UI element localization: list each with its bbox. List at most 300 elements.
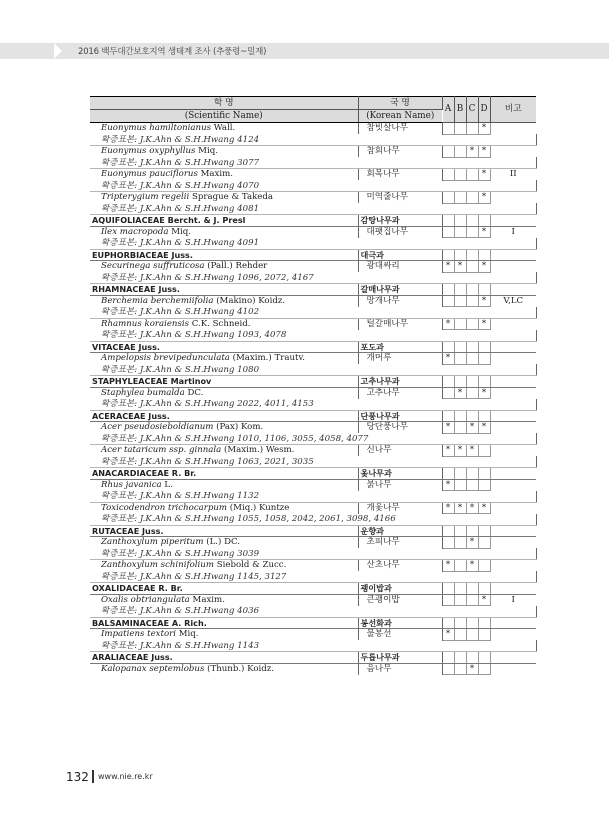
occurrence-mark-b: * xyxy=(454,387,466,399)
voucher-specimen: 확증표본: J.K.Ahn & S.H.Hwang 1010, 1106, 3055, 4058, 4077 xyxy=(90,433,536,445)
species-genus: Securinega suffruticosa xyxy=(101,261,205,272)
occurrence-mark-c: * xyxy=(466,422,478,434)
voucher-specimen: 확증표본: J.K.Ahn & S.H.Hwang 4081 xyxy=(90,203,536,215)
family-note xyxy=(490,468,536,480)
voucher-specimen: 확증표본: J.K.Ahn & S.H.Hwang 1080 xyxy=(90,364,536,376)
species-genus: Zanthoxylum schinifolium xyxy=(101,560,214,571)
occurrence-mark-b xyxy=(454,479,466,491)
family-name: ARALIACEAE Juss. xyxy=(90,652,358,664)
family-col-a xyxy=(442,652,454,664)
species-author: (L.) DC. xyxy=(206,537,241,548)
family-col-d xyxy=(478,525,490,537)
voucher-row xyxy=(90,456,536,468)
species-korean-name: 물봉선 xyxy=(358,629,442,641)
voucher-specimen: 확증표본: J.K.Ahn & S.H.Hwang 4070 xyxy=(90,180,536,192)
occurrence-mark-c xyxy=(466,169,478,181)
occurrence-mark-a xyxy=(442,123,454,135)
species-row xyxy=(90,560,536,572)
family-note xyxy=(490,583,536,595)
occurrence-mark-b xyxy=(454,537,466,549)
species-scientific-name xyxy=(90,537,358,549)
header-scientific-name: 학 명 xyxy=(90,97,358,110)
occurrence-mark-a: * xyxy=(442,445,454,457)
family-korean-name: 두릅나무과 xyxy=(358,652,442,664)
family-korean-name: 감탕나무과 xyxy=(358,215,442,227)
voucher-row xyxy=(90,514,536,526)
voucher-specimen: 확증표본: J.K.Ahn & S.H.Hwang 1145, 3127 xyxy=(90,571,536,583)
species-author: (Maxim.) Trautv. xyxy=(232,353,306,364)
species-scientific-name xyxy=(90,445,358,457)
species-note xyxy=(490,353,536,365)
occurrence-mark-b: * xyxy=(454,445,466,457)
family-name: OXALIDACEAE R. Br. xyxy=(90,583,358,595)
occurrence-mark-b xyxy=(454,295,466,307)
species-row xyxy=(90,226,536,238)
family-col-a xyxy=(442,215,454,227)
occurrence-mark-b xyxy=(454,123,466,135)
species-row xyxy=(90,663,536,675)
family-row xyxy=(90,617,536,629)
voucher-specimen: 확증표본: J.K.Ahn & S.H.Hwang 4124 xyxy=(90,134,536,146)
occurrence-mark-a xyxy=(442,295,454,307)
species-row xyxy=(90,629,536,641)
species-genus: Tripterygium regelii xyxy=(101,192,190,203)
family-col-c xyxy=(466,525,478,537)
occurrence-mark-d: * xyxy=(478,169,490,181)
species-genus: Staphylea bumalda xyxy=(101,387,185,398)
family-name: BALSAMINACEAE A. Rich. xyxy=(90,617,358,629)
species-row xyxy=(90,192,536,204)
family-note xyxy=(490,410,536,422)
family-korean-name: 단풍나무과 xyxy=(358,410,442,422)
occurrence-mark-d: * xyxy=(478,594,490,606)
family-col-c xyxy=(466,652,478,664)
family-col-b xyxy=(454,341,466,353)
family-col-a xyxy=(442,284,454,296)
family-row xyxy=(90,284,536,296)
species-scientific-name xyxy=(90,629,358,641)
occurrence-mark-d: * xyxy=(478,502,490,514)
occurrence-mark-b xyxy=(454,146,466,158)
voucher-specimen: 확증표본: J.K.Ahn & S.H.Hwang 4036 xyxy=(90,606,536,618)
species-author: (Pall.) Rehder xyxy=(207,261,268,272)
family-name: ACERACEAE Juss. xyxy=(90,410,358,422)
family-col-d xyxy=(478,583,490,595)
family-col-b xyxy=(454,617,466,629)
species-scientific-name xyxy=(90,479,358,491)
family-row xyxy=(90,341,536,353)
species-author: (Miq.) Kuntze xyxy=(229,502,290,513)
family-row xyxy=(90,215,536,227)
voucher-row xyxy=(90,134,536,146)
family-col-b xyxy=(454,249,466,261)
species-author: Siebold & Zucc. xyxy=(216,560,287,571)
family-note xyxy=(490,249,536,261)
species-note xyxy=(490,445,536,457)
species-scientific-name xyxy=(90,146,358,158)
occurrence-mark-a: * xyxy=(442,318,454,330)
species-row xyxy=(90,123,536,135)
family-col-b xyxy=(454,376,466,388)
species-note: I xyxy=(490,594,536,606)
occurrence-mark-c xyxy=(466,318,478,330)
species-korean-name: 참회나무 xyxy=(358,146,442,158)
occurrence-mark-c xyxy=(466,295,478,307)
occurrence-mark-a: * xyxy=(442,479,454,491)
family-korean-name: 갈매나무과 xyxy=(358,284,442,296)
species-row xyxy=(90,445,536,457)
family-col-a xyxy=(442,410,454,422)
species-korean-name: 초피나무 xyxy=(358,537,442,549)
occurrence-mark-d: * xyxy=(478,422,490,434)
species-genus: Zanthoxylum piperitum xyxy=(101,537,204,548)
header-scientific-name-en: (Scientific Name) xyxy=(90,110,358,123)
species-korean-name: 회목나무 xyxy=(358,169,442,181)
species-note xyxy=(490,387,536,399)
family-col-c xyxy=(466,617,478,629)
occurrence-mark-b: * xyxy=(454,502,466,514)
voucher-specimen: 확증표본: J.K.Ahn & S.H.Hwang 4091 xyxy=(90,238,536,250)
table-body xyxy=(90,123,536,675)
species-note xyxy=(490,629,536,641)
occurrence-mark-a: * xyxy=(442,261,454,273)
occurrence-mark-c xyxy=(466,261,478,273)
species-author: L. xyxy=(164,479,173,490)
voucher-specimen: 확증표본: J.K.Ahn & S.H.Hwang 1132 xyxy=(90,491,536,503)
species-korean-name: 참빗살나무 xyxy=(358,123,442,135)
species-table xyxy=(90,96,537,675)
running-header-title: 2016 백두대간보호지역 생태계 조사 (추풍령~밀재) xyxy=(78,47,267,57)
occurrence-mark-c xyxy=(466,629,478,641)
table-header xyxy=(90,97,536,123)
family-name: EUPHORBIACEAE Juss. xyxy=(90,249,358,261)
occurrence-mark-d xyxy=(478,560,490,572)
header-col-d: D xyxy=(478,97,490,123)
family-note xyxy=(490,525,536,537)
family-col-c xyxy=(466,376,478,388)
header-note: 비고 xyxy=(490,97,536,123)
family-korean-name: 대극과 xyxy=(358,249,442,261)
family-col-a xyxy=(442,583,454,595)
occurrence-mark-c xyxy=(466,226,478,238)
species-row xyxy=(90,146,536,158)
family-col-b xyxy=(454,215,466,227)
species-author: C.K. Schneid. xyxy=(191,318,251,329)
family-col-b xyxy=(454,468,466,480)
voucher-specimen: 확증표본: J.K.Ahn & S.H.Hwang 4102 xyxy=(90,307,536,319)
species-scientific-name xyxy=(90,422,358,434)
species-author: Maxim. xyxy=(200,169,234,180)
species-row xyxy=(90,318,536,330)
species-scientific-name xyxy=(90,192,358,204)
family-note xyxy=(490,341,536,353)
species-author: DC. xyxy=(187,387,204,398)
family-name: STAPHYLEACEAE Martinov xyxy=(90,376,358,388)
species-note xyxy=(490,192,536,204)
voucher-row xyxy=(90,203,536,215)
family-korean-name: 옻나무과 xyxy=(358,468,442,480)
occurrence-mark-c xyxy=(466,479,478,491)
family-korean-name: 고추나무과 xyxy=(358,376,442,388)
family-col-a xyxy=(442,617,454,629)
species-note xyxy=(490,318,536,330)
occurrence-mark-c xyxy=(466,387,478,399)
occurrence-mark-a: * xyxy=(442,353,454,365)
voucher-specimen: 확증표본: J.K.Ahn & S.H.Hwang 1143 xyxy=(90,640,536,652)
occurrence-mark-b xyxy=(454,192,466,204)
species-genus: Impatiens textori xyxy=(101,629,177,640)
occurrence-mark-a xyxy=(442,387,454,399)
species-note: V,LC xyxy=(490,295,536,307)
species-note xyxy=(490,537,536,549)
occurrence-mark-d: * xyxy=(478,261,490,273)
family-col-a xyxy=(442,525,454,537)
occurrence-mark-b xyxy=(454,169,466,181)
species-note xyxy=(490,502,536,514)
occurrence-mark-a xyxy=(442,594,454,606)
species-scientific-name xyxy=(90,663,358,675)
family-col-c xyxy=(466,284,478,296)
family-note xyxy=(490,215,536,227)
family-col-d xyxy=(478,249,490,261)
species-scientific-name xyxy=(90,387,358,399)
family-col-a xyxy=(442,249,454,261)
species-korean-name: 신나무 xyxy=(358,445,442,457)
occurrence-mark-c xyxy=(466,123,478,135)
family-korean-name: 봉선화과 xyxy=(358,617,442,629)
occurrence-mark-b xyxy=(454,226,466,238)
occurrence-mark-a xyxy=(442,663,454,675)
species-scientific-name xyxy=(90,123,358,135)
family-col-c xyxy=(466,249,478,261)
species-genus: Rhus javanica xyxy=(101,479,162,490)
occurrence-mark-a: * xyxy=(442,422,454,434)
occurrence-mark-a: * xyxy=(442,502,454,514)
species-genus: Ilex macropoda xyxy=(101,226,169,237)
family-row xyxy=(90,249,536,261)
family-col-d xyxy=(478,617,490,629)
family-row xyxy=(90,410,536,422)
occurrence-mark-c xyxy=(466,353,478,365)
header-arrow-icon xyxy=(54,43,62,59)
occurrence-mark-d: * xyxy=(478,123,490,135)
header-col-a: A xyxy=(442,97,454,123)
species-korean-name: 붉나무 xyxy=(358,479,442,491)
species-author: (Thunb.) Koidz. xyxy=(207,663,275,674)
occurrence-mark-d: * xyxy=(478,387,490,399)
species-korean-name: 큰괭이밥 xyxy=(358,594,442,606)
occurrence-mark-c: * xyxy=(466,537,478,549)
occurrence-mark-c: * xyxy=(466,146,478,158)
family-col-d xyxy=(478,410,490,422)
species-genus: Euonymus oxyphyllus xyxy=(101,146,196,157)
occurrence-mark-b xyxy=(454,422,466,434)
species-scientific-name xyxy=(90,295,358,307)
family-col-b xyxy=(454,525,466,537)
occurrence-mark-d xyxy=(478,629,490,641)
occurrence-mark-b xyxy=(454,663,466,675)
species-genus: Euonymus hamiltonianus xyxy=(101,123,212,134)
occurrence-mark-a xyxy=(442,226,454,238)
species-korean-name: 미역줄나무 xyxy=(358,192,442,204)
species-genus: Euonymus pauciflorus xyxy=(101,169,198,180)
species-row xyxy=(90,502,536,514)
family-col-c xyxy=(466,341,478,353)
occurrence-mark-d xyxy=(478,479,490,491)
species-row xyxy=(90,537,536,549)
occurrence-mark-b xyxy=(454,594,466,606)
species-genus: Acer tataricum ssp. ginnala xyxy=(101,445,222,456)
species-author: Sprague & Takeda xyxy=(192,192,273,203)
family-col-b xyxy=(454,652,466,664)
voucher-row xyxy=(90,548,536,560)
family-note xyxy=(490,284,536,296)
occurrence-mark-b xyxy=(454,629,466,641)
family-col-d xyxy=(478,215,490,227)
family-note xyxy=(490,617,536,629)
occurrence-mark-a xyxy=(442,192,454,204)
family-korean-name: 괭이밥과 xyxy=(358,583,442,595)
family-name: ANACARDIACEAE R. Br. xyxy=(90,468,358,480)
voucher-row xyxy=(90,272,536,284)
voucher-row xyxy=(90,330,536,342)
species-author: (Maxim.) Wesm. xyxy=(224,445,295,456)
voucher-specimen: 확증표본: J.K.Ahn & S.H.Hwang 3039 xyxy=(90,548,536,560)
family-korean-name: 포도과 xyxy=(358,341,442,353)
voucher-specimen: 확증표본: J.K.Ahn & S.H.Hwang 3077 xyxy=(90,157,536,169)
species-korean-name: 광대싸리 xyxy=(358,261,442,273)
species-korean-name: 개머루 xyxy=(358,353,442,365)
occurrence-mark-d: * xyxy=(478,295,490,307)
species-korean-name: 망개나무 xyxy=(358,295,442,307)
occurrence-mark-b: * xyxy=(454,261,466,273)
species-row xyxy=(90,353,536,365)
occurrence-mark-d: * xyxy=(478,226,490,238)
family-col-d xyxy=(478,376,490,388)
occurrence-mark-a xyxy=(442,169,454,181)
family-col-b xyxy=(454,583,466,595)
family-row xyxy=(90,376,536,388)
species-row xyxy=(90,169,536,181)
header-korean-name-en: (Korean Name) xyxy=(358,110,442,123)
voucher-row xyxy=(90,571,536,583)
species-genus: Toxicodendron trichocarpum xyxy=(101,502,228,513)
species-genus: Ampelopsis brevipedunculata xyxy=(101,353,230,364)
family-col-c xyxy=(466,410,478,422)
family-note xyxy=(490,652,536,664)
family-name: RHAMNACEAE Juss. xyxy=(90,284,358,296)
species-author: (Pax) Kom. xyxy=(216,422,264,433)
occurrence-mark-c: * xyxy=(466,445,478,457)
voucher-row xyxy=(90,238,536,250)
species-author: Maxim. xyxy=(192,594,225,605)
voucher-specimen: 확증표본: J.K.Ahn & S.H.Hwang 1093, 4078 xyxy=(90,330,536,342)
species-korean-name: 산초나무 xyxy=(358,560,442,572)
occurrence-mark-d: * xyxy=(478,318,490,330)
voucher-specimen: 확증표본: J.K.Ahn & S.H.Hwang 2022, 4011, 4153 xyxy=(90,399,536,411)
footer-url: www.nie.re.kr xyxy=(98,772,153,781)
family-col-a xyxy=(442,341,454,353)
voucher-specimen: 확증표본: J.K.Ahn & S.H.Hwang 1096, 2072, 4167 xyxy=(90,272,536,284)
species-note: II xyxy=(490,169,536,181)
occurrence-mark-c xyxy=(466,594,478,606)
occurrence-mark-a: * xyxy=(442,629,454,641)
occurrence-mark-d xyxy=(478,445,490,457)
header-korean-name: 국 명 xyxy=(358,97,442,110)
species-author: Miq. xyxy=(171,226,191,237)
family-name: AQUIFOLIACEAE Bercht. & J. Presl xyxy=(90,215,358,227)
species-note: I xyxy=(490,226,536,238)
voucher-row xyxy=(90,180,536,192)
species-author: Wall. xyxy=(213,123,236,134)
species-row xyxy=(90,387,536,399)
footer-separator xyxy=(92,770,94,783)
species-scientific-name xyxy=(90,226,358,238)
family-name: VITACEAE Juss. xyxy=(90,341,358,353)
species-korean-name: 고추나무 xyxy=(358,387,442,399)
species-author: Miq. xyxy=(178,629,199,640)
species-genus: Rhamnus koraiensis xyxy=(101,318,190,329)
family-col-d xyxy=(478,468,490,480)
family-col-b xyxy=(454,410,466,422)
species-row xyxy=(90,594,536,606)
species-scientific-name xyxy=(90,318,358,330)
family-col-d xyxy=(478,284,490,296)
occurrence-mark-a: * xyxy=(442,560,454,572)
family-col-b xyxy=(454,284,466,296)
header-col-c: C xyxy=(466,97,478,123)
occurrence-mark-c: * xyxy=(466,560,478,572)
occurrence-mark-d: * xyxy=(478,192,490,204)
occurrence-mark-d xyxy=(478,537,490,549)
family-row xyxy=(90,652,536,664)
occurrence-mark-a xyxy=(442,537,454,549)
family-row xyxy=(90,583,536,595)
family-row xyxy=(90,468,536,480)
voucher-row xyxy=(90,307,536,319)
species-note xyxy=(490,560,536,572)
species-note xyxy=(490,422,536,434)
species-korean-name: 털갈매나무 xyxy=(358,318,442,330)
species-author: (Makino) Koidz. xyxy=(216,295,286,306)
species-korean-name: 음나무 xyxy=(358,663,442,675)
family-col-d xyxy=(478,652,490,664)
species-scientific-name xyxy=(90,353,358,365)
species-scientific-name xyxy=(90,594,358,606)
voucher-row xyxy=(90,364,536,376)
voucher-specimen: 확증표본: J.K.Ahn & S.H.Hwang 1055, 1058, 2042, 2061, 3098, 4166 xyxy=(90,514,536,526)
species-row xyxy=(90,295,536,307)
family-col-a xyxy=(442,376,454,388)
species-note xyxy=(490,261,536,273)
species-genus: Berchemia berchemiifolia xyxy=(101,295,214,306)
header-col-b: B xyxy=(454,97,466,123)
voucher-row xyxy=(90,433,536,445)
occurrence-mark-c: * xyxy=(466,663,478,675)
occurrence-mark-d xyxy=(478,663,490,675)
page-number: 132 xyxy=(66,770,89,784)
species-note xyxy=(490,123,536,135)
occurrence-mark-d xyxy=(478,353,490,365)
voucher-row xyxy=(90,399,536,411)
species-note xyxy=(490,479,536,491)
voucher-row xyxy=(90,491,536,503)
species-genus: Oxalis obtriangulata xyxy=(101,594,190,605)
family-note xyxy=(490,376,536,388)
family-col-c xyxy=(466,215,478,227)
species-scientific-name xyxy=(90,560,358,572)
occurrence-mark-c: * xyxy=(466,502,478,514)
